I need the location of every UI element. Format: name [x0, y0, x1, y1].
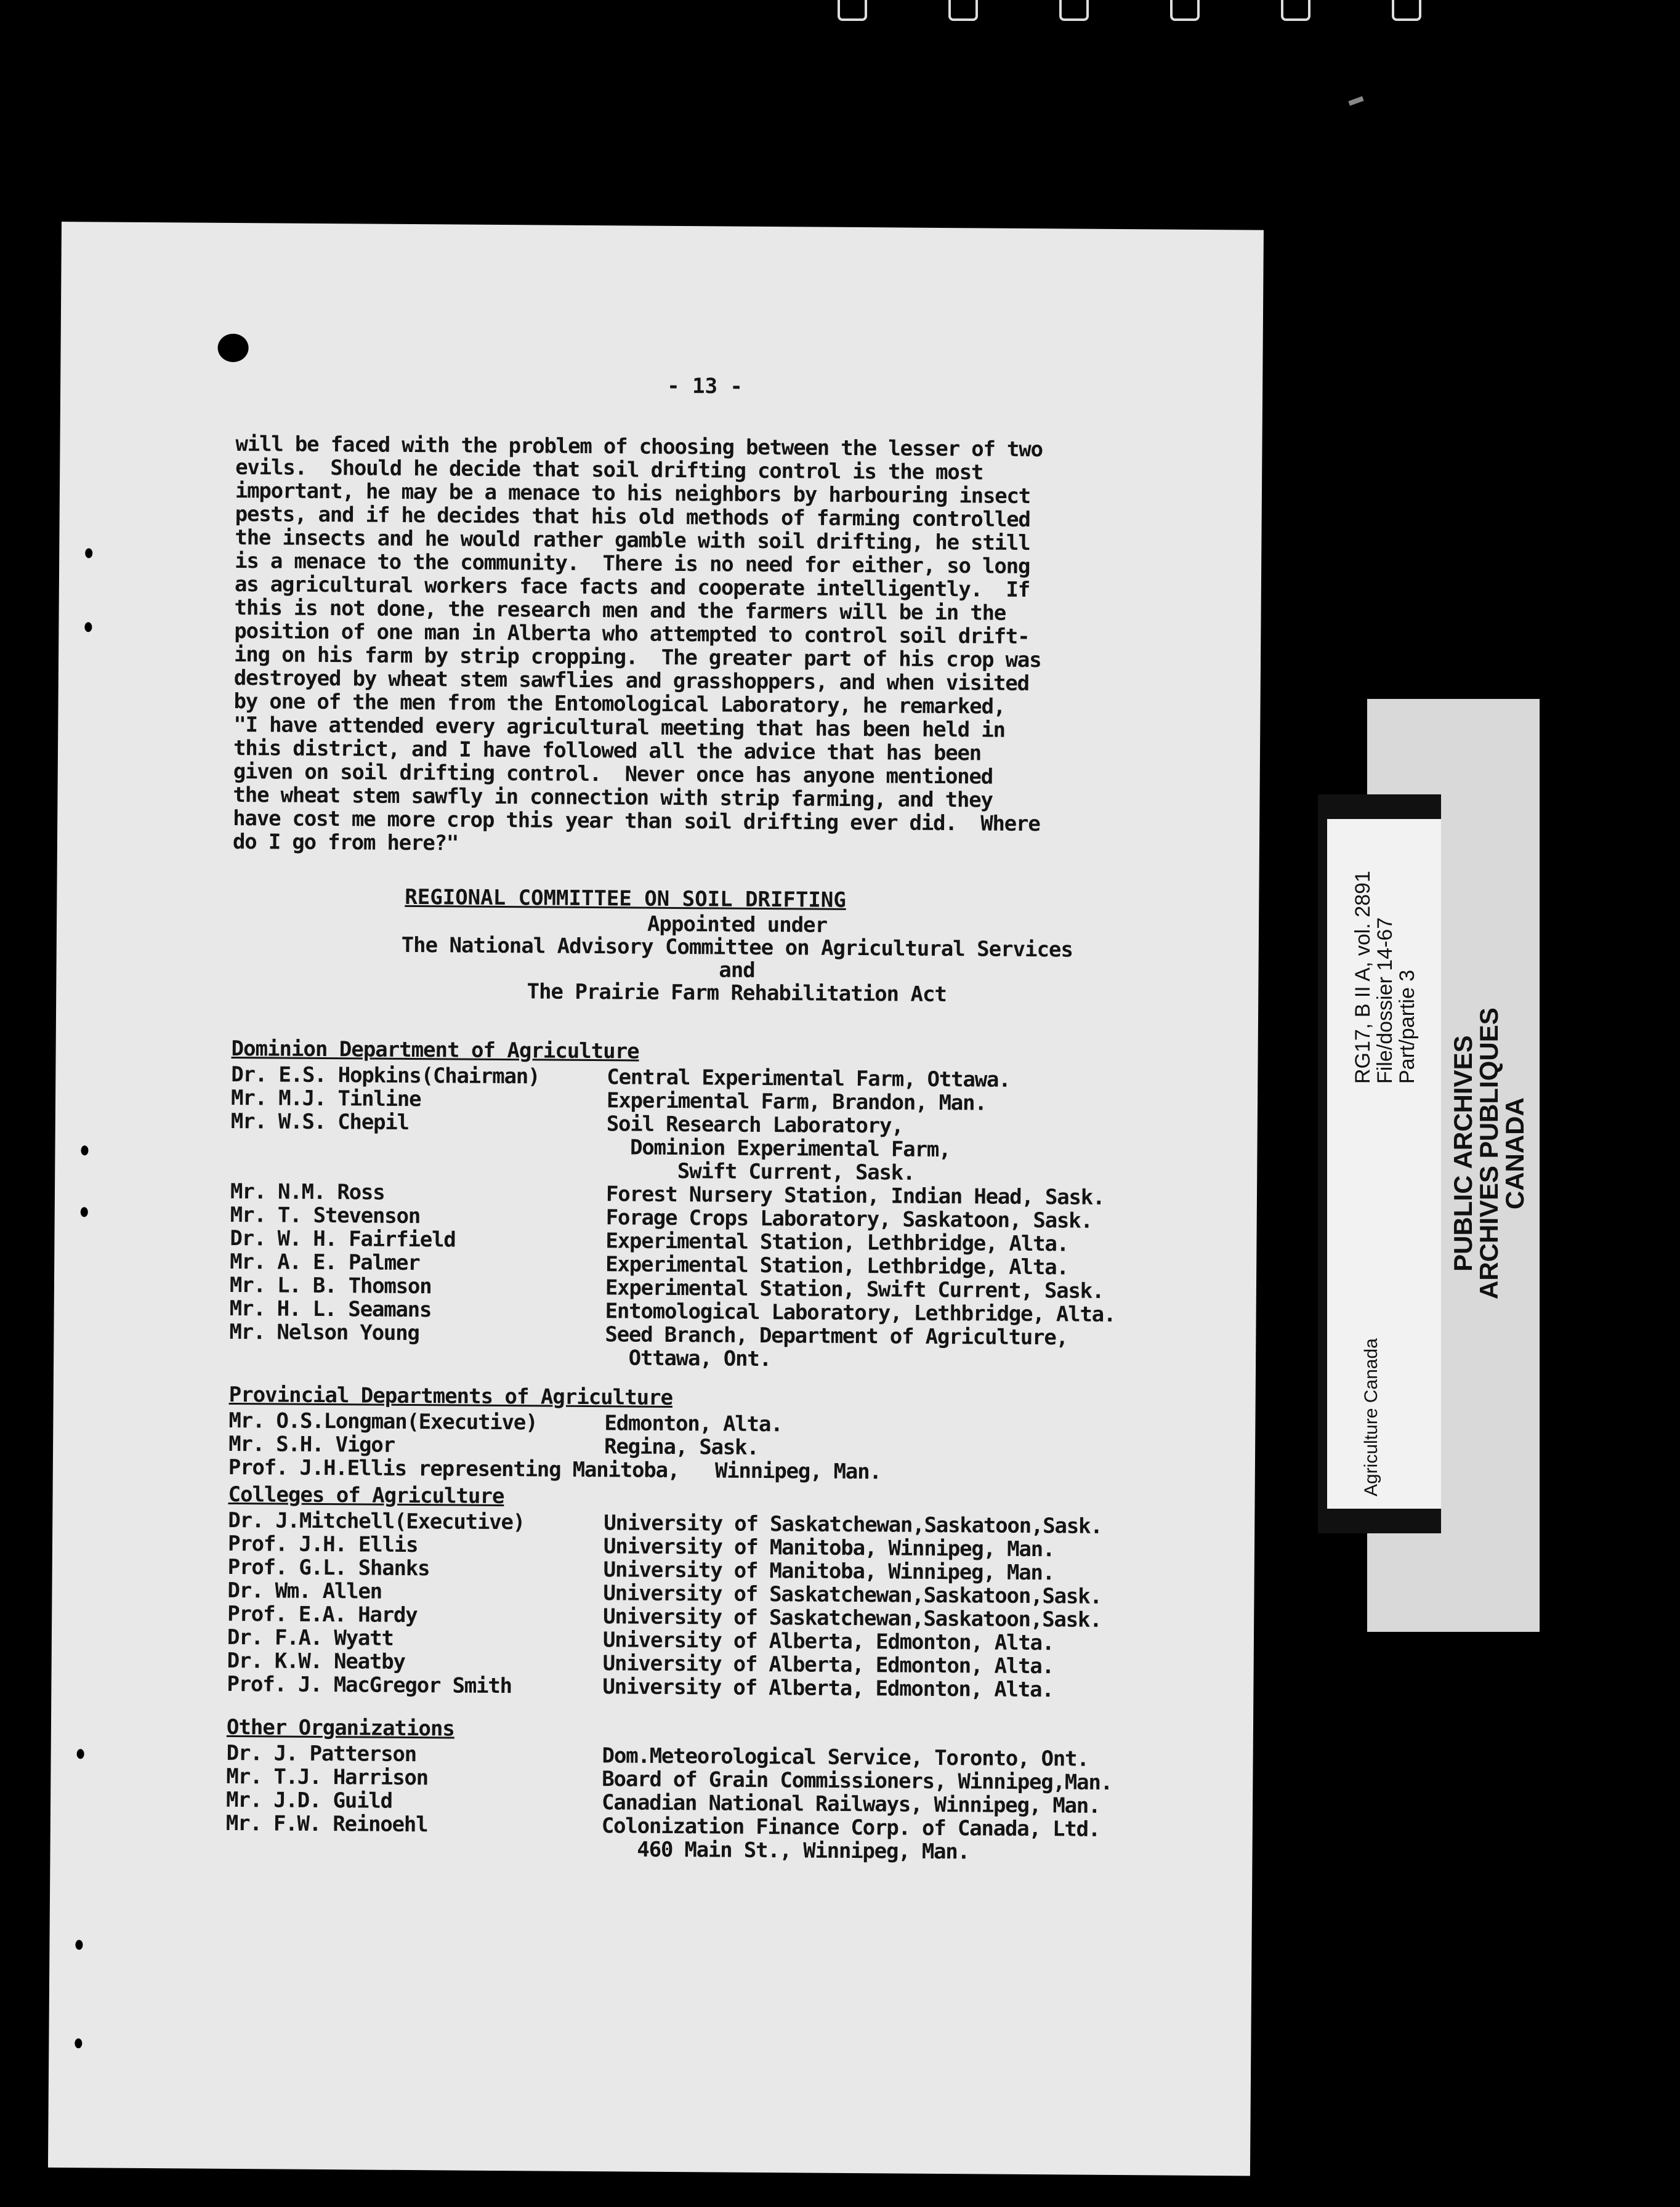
member-name: Mr. F.W. Reinoehl [225, 1810, 428, 1838]
member-affiliation: Experimental Station, Swift Current, Sask. [605, 1275, 1104, 1304]
binding-mark [81, 1207, 88, 1217]
section-title: Provincial Departments of Agriculture [228, 1382, 673, 1410]
binding-mark [84, 622, 92, 632]
member-affiliation: University of Alberta, Edmonton, Alta. [602, 1674, 1054, 1703]
film-mark [1392, 0, 1421, 21]
heading-line: The National Advisory Committee on Agricultural Services [401, 932, 1073, 962]
member-affiliation: Seed Branch, Department of Agriculture, Ottawa, Ont. [605, 1322, 1068, 1372]
member-name: Dr. F.A. Wyatt [227, 1624, 394, 1651]
member-affiliation: Entomological Laboratory, Lethbridge, Alta. [605, 1299, 1116, 1327]
binding-mark [77, 1749, 84, 1759]
member-name: Prof. J.H. Ellis [227, 1531, 418, 1558]
member-affiliation: Forage Crops Laboratory, Saskatoon, Sask. [605, 1205, 1092, 1233]
member-affiliation: Experimental Station, Lethbridge, Alta. [605, 1252, 1068, 1280]
document-page [48, 222, 1264, 2176]
member-name: Mr. A. E. Palmer [230, 1249, 420, 1276]
reference-line: File/dossier 14-67 [1373, 917, 1397, 1084]
section-provincial [228, 1381, 1251, 1487]
section-title: Dominion Department of Agriculture [231, 1036, 639, 1064]
paragraph-line: is a menace to the community. There is no need for either, so long [235, 548, 1030, 579]
member-name: Mr. L. B. Thomson [229, 1272, 432, 1299]
member-name: Mr. W.S. Chepil [230, 1108, 409, 1135]
reference-line: RG17, B II A, vol. 2891 [1351, 871, 1375, 1084]
section-other [225, 1713, 1249, 1866]
archives-line: ARCHIVES PUBLIQUES [1474, 1007, 1503, 1299]
member-name: Mr. H. L. Seamans [229, 1296, 432, 1323]
paragraph-line: position of one man in Alberta who attempted to control soil drift- [234, 618, 1030, 649]
member-affiliation: University of Alberta, Edmonton, Alta. [602, 1628, 1054, 1656]
member-name: Dr. W. H. Fairfield [230, 1225, 456, 1253]
heading-line: The Prairie Farm Rehabilitation Act [527, 979, 947, 1007]
member-affiliation: Board of Grain Commissioners, Winnipeg,Man. [602, 1767, 1113, 1795]
member-name: Dr. J.Mitchell(Executive) [228, 1507, 525, 1535]
member-name: Mr. T.J. Harrison [226, 1764, 429, 1791]
paragraph-line: as agricultural workers face facts and cooperate intelligently. If [234, 571, 1030, 602]
film-sprocket-marks [838, 0, 1429, 25]
body-paragraph [233, 432, 1246, 860]
member-affiliation: Central Experimental Farm, Ottawa. [607, 1065, 1011, 1092]
member-name: Dr. J. Patterson [226, 1740, 417, 1767]
paragraph-line: ing on his farm by strip cropping. The greater part of his crop was [233, 642, 1041, 673]
film-speck [1348, 96, 1363, 106]
member-affiliation: University of Saskatchewan,Saskatoon,Sask. [604, 1511, 1102, 1539]
paragraph-line: this is not done, the research men and the farmers will be in the [234, 595, 1006, 626]
member-name: Prof. J. MacGregor Smith [227, 1671, 512, 1699]
film-mark [1170, 0, 1200, 21]
member-name: Dr. E.S. Hopkins(Chairman) [231, 1062, 540, 1089]
member-name: Mr. M.J. Tinline [230, 1085, 421, 1112]
member-row [229, 1320, 1251, 1374]
member-name: Prof. E.A. Hardy [227, 1601, 418, 1628]
film-mark [838, 0, 867, 21]
member-name: Mr. J.D. Guild [225, 1787, 393, 1814]
section-dominion [229, 1035, 1254, 1374]
member-name: Mr. T. Stevenson [230, 1202, 421, 1229]
member-affiliation: University of Manitoba, Winnipeg, Man. [603, 1534, 1055, 1562]
binding-mark [81, 1145, 88, 1155]
section-title: Other Organizations [226, 1714, 455, 1741]
member-affiliation: University of Saskatchewan,Saskatoon,Sask. [603, 1604, 1102, 1632]
committee-title: REGIONAL COMMITTEE ON SOIL DRIFTING [405, 884, 846, 913]
member-name: Prof. G.L. Shanks [227, 1554, 430, 1581]
paragraph-line: the wheat stem sawfly in connection with strip farming, and they [233, 782, 993, 813]
paragraph-line: this district, and I have followed all the advice that has been [233, 735, 982, 766]
member-name: Dr. K.W. Neatby [227, 1648, 405, 1674]
heading-line: and [719, 958, 755, 983]
paragraph-line: by one of the men from the Entomological Laboratory, he remarked, [233, 688, 1006, 719]
archives-line: PUBLIC ARCHIVES [1448, 1035, 1477, 1272]
paragraph-line: will be faced with the problem of choosing between the lesser of two [235, 431, 1043, 462]
member-row [225, 1812, 1248, 1866]
archive-reference [1352, 871, 1418, 1084]
binding-mark [85, 548, 92, 558]
member-row: Prof. J.H.Ellis representing Manitoba, Winnipeg, Man. [228, 1455, 881, 1485]
heading-line: Appointed under [647, 911, 828, 938]
section-title: Colleges of Agriculture [228, 1482, 504, 1509]
binding-mark [75, 1940, 83, 1950]
member-affiliation: Experimental Station, Lethbridge, Alta. [605, 1229, 1069, 1257]
film-mark [1281, 0, 1310, 21]
member-affiliation: Colonization Finance Corp. of Canada, Ltd. 460 Main St., Winnipeg, Man. [601, 1814, 1100, 1865]
paragraph-line: given on soil drifting control. Never once has anyone mentioned [233, 759, 993, 789]
member-affiliation: Forest Nursery Station, Indian Head, Sask. [605, 1182, 1105, 1210]
paragraph-line: the insects and he would rather gamble with soil drifting, he still [235, 525, 1030, 555]
member-affiliation: Canadian National Railways, Winnipeg, Man. [601, 1790, 1100, 1818]
archive-department: Agriculture Canada [1361, 1338, 1381, 1496]
paragraph-line: important, he may be a menace to his neighbors by harbouring insect [235, 478, 1031, 509]
paragraph-line: do I go from here?" [232, 829, 459, 856]
film-mark [1059, 0, 1089, 21]
member-name: Mr. N.M. Ross [230, 1179, 385, 1205]
member-affiliation: University of Alberta, Edmonton, Alta. [602, 1651, 1054, 1679]
member-affiliation: Dom.Meteorological Service, Toronto, Ont. [602, 1743, 1089, 1772]
member-affiliation: Experimental Farm, Brandon, Man. [606, 1088, 987, 1116]
paragraph-line: destroyed by wheat stem sawflies and grasshoppers, and when visited [233, 665, 1030, 696]
reference-line: Part/partie 3 [1395, 969, 1419, 1084]
section-colleges [227, 1480, 1250, 1703]
member-name: Mr. S.H. Vigor [228, 1431, 395, 1458]
paragraph-line: evils. Should he decide that soil drifting control is the most [235, 454, 983, 485]
binding-mark [75, 2038, 82, 2048]
paragraph-line: pests, and if he decides that his old methods of farming controlled [235, 501, 1030, 532]
archives-line: CANADA [1500, 1097, 1529, 1210]
member-affiliation: Soil Research Laboratory, Dominion Experimental Farm, Swift Current, Sask. [606, 1112, 951, 1185]
punch-hole [217, 334, 248, 362]
committee-heading [232, 882, 1242, 1008]
member-affiliation: University of Manitoba, Winnipeg, Man. [603, 1557, 1055, 1586]
member-name: Dr. Wm. Allen [227, 1578, 382, 1604]
member-row [230, 1110, 1253, 1187]
member-affiliation: Regina, Sask. [604, 1434, 759, 1460]
member-affiliation: University of Saskatchewan,Saskatoon,Sask. [603, 1581, 1102, 1609]
member-name: Mr. Nelson Young [229, 1319, 419, 1346]
member-name: Mr. O.S.Longman(Executive) [228, 1408, 538, 1435]
paragraph-line: have cost me more crop this year than soil drifting ever did. Where [233, 805, 1040, 837]
page-number: - 13 - [667, 373, 743, 399]
member-affiliation: Edmonton, Alta. [604, 1411, 783, 1437]
paragraph-line: "I have attended every agricultural meeting that has been held in [233, 712, 1005, 743]
archives-stamp [1450, 1007, 1528, 1299]
film-mark [948, 0, 978, 21]
